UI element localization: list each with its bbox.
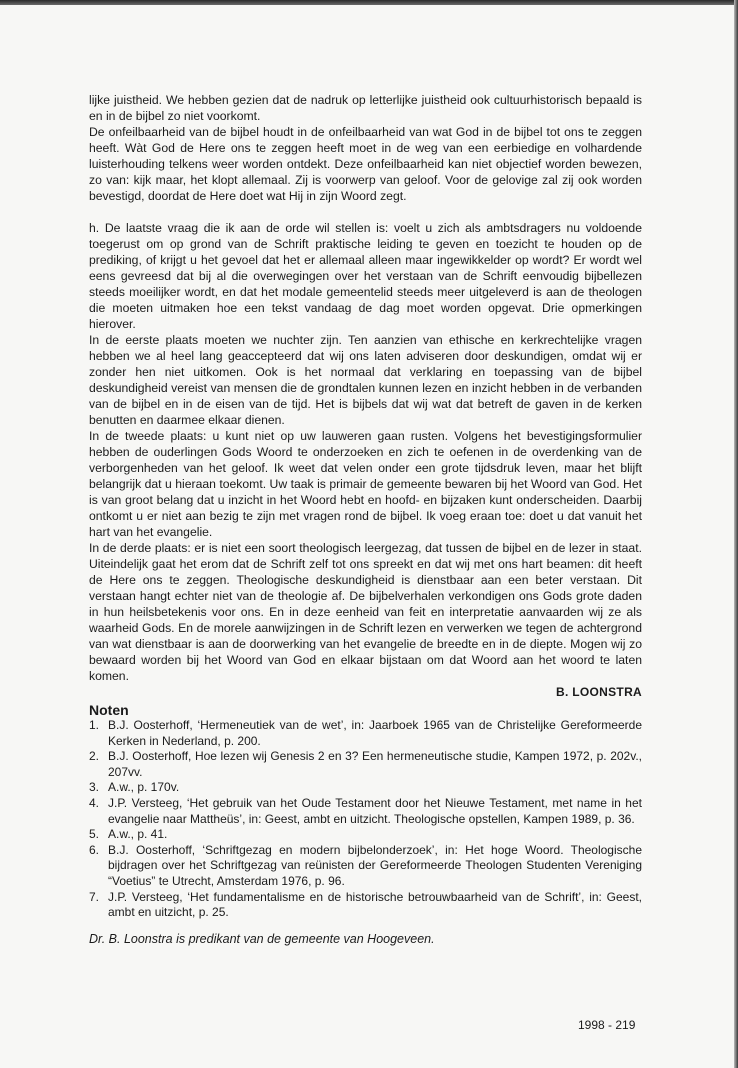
article-body: [89, 92, 642, 947]
note-number: 4.: [89, 795, 100, 810]
paragraph-1: lijke juistheid. We hebben gezien dat de nadruk op letterlijke juistheid ook cultuurhistorisch bepaald is en in de bijbel zo niet voorkomt.: [89, 93, 642, 123]
note-number: 6.: [89, 842, 100, 857]
notes-list: [89, 718, 642, 921]
note-text: B.J. Oosterhoff, Hoe lezen wij Genesis 2 en 3? Een hermeneutische studie, Kampen 1972, p. 202v., 207vv.: [108, 749, 642, 779]
note-item: [89, 796, 642, 827]
note-text: J.P. Versteeg, ‘Het fundamentalisme en de historische betrouwbaarheid van de Schrift’, in: Geest, ambt en uitzicht, p. 25.: [108, 889, 642, 920]
note-number: 1.: [89, 718, 100, 732]
note-text: A.w., p. 170v.: [108, 780, 180, 795]
note-number: 2.: [89, 749, 100, 764]
notes-heading: Noten: [89, 702, 129, 718]
note-text: J.P. Versteeg, ‘Het gebruik van het Oude Testament door het Nieuwe Testament, met name in het evangelie naar Mattheüs’, in: Geest, ambt en uitzicht. Theologische opstellen, Kampen 1989, p. 36.: [108, 795, 642, 826]
note-item: [89, 718, 642, 749]
author-bio: Dr. B. Loonstra is predikant van de gemeente van Hoogeveen.: [89, 931, 435, 946]
note-number: 7.: [89, 889, 100, 904]
paragraph-3: h. De laatste vraag die ik aan de orde wil stellen is: voelt u zich als ambtsdragers nu voldoende toegerust om op grond van de Schrift praktische leiding te geven en toezicht te houden op de prediking, of krijgt u het gevoel dat het er allemaal alleen maar ingewikkelder op wordt? Er wordt wel eens gevreesd dat bij al die overwegingen over het verstaan van de Schrift eenvoudig bijbellezen steeds moeilijker wordt, en dat het modale gemeentelid steeds meer uitgeleverd is aan de theologen die moeten uitmaken hoe een tekst vandaag de dag moet worden opgevat. Drie opmerkingen hierover.: [89, 221, 642, 331]
note-text: B.J. Oosterhoff, ‘Hermeneutiek van de wet’, in: Jaarboek 1965 van de Christelijke Gereformeerde Kerken in Nederland, p. 200.: [108, 718, 642, 748]
paragraph-6: In de derde plaats: er is niet een soort theologisch leergezag, dat tussen de bijbel en de lezer in staat. Uiteindelijk gaat het erom dat de Schrift zelf tot ons spreekt en dat wij met ons hart beamen: dit heeft de Here ons te zeggen. Theologische deskundigheid is dienstbaar aan een beter verstaan. Dit verstaan hangt echter niet van de theologie af. De bijbelverhalen verkondigen ons Gods grote daden in hun heilsbetekenis voor ons. En in deze eenheid van feit en interpretatie aanvaarden wij ze als waarheid Gods. En de morele aanwijzingen in de Schrift lezen en verwerken we tegen de achtergrond van wat dienstbaar is aan de doorwerking van het evangelie de breedte en in de diepte. Mogen wij zo bewaard worden bij het Woord van God en elkaar bijstaan om dat Woord aan het woord te laten komen.: [89, 541, 642, 683]
note-number: 3.: [89, 780, 100, 795]
note-text: A.w., p. 41.: [108, 827, 168, 842]
note-item: [89, 827, 642, 843]
note-text: B.J. Oosterhoff, ‘Schriftgezag en modern bijbelonderzoek’, in: Het hoge Woord. Theologische bijdragen over het Schriftgezag van reünisten der Gereformeerde Theologen Studenten Vereniging “Voetius” te Utrecht, Amsterdam 1976, p. 96.: [108, 842, 642, 888]
author-signature: B. LOONSTRA: [556, 685, 642, 699]
page-number: 1998 - 219: [578, 1018, 636, 1032]
note-item: [89, 843, 642, 890]
paragraph-5: In de tweede plaats: u kunt niet op uw lauweren gaan rusten. Volgens het bevestigingsformulier hebben de ouderlingen Gods Woord te onderzoeken en zich te oefenen in de overdenking van de verborgenheden van het geloof. Ik weet dat velen onder een grote tijdsdruk leven, maar het blijft belangrijk dat u hieraan toekomt. Uw taak is primair de gemeente bewaren bij het Woord van God. Het is van groot belang dat u inzicht in het Woord hebt en hoofd- en bijzaken kunt onderscheiden. Daarbij ontkomt u er niet aan bezig te zijn met vragen rond de bijbel. Ik voeg eraan toe: doet u dat vanuit het hart van het evangelie.: [89, 429, 642, 539]
paragraph-2: De onfeilbaarheid van de bijbel houdt in de onfeilbaarheid van wat God in de bijbel tot ons te zeggen heeft. Wàt God de Here ons te zeggen heeft moet in de weg van een eerbiedige en volhardende luisterhouding telkens weer worden ontdekt. Deze onfeilbaarheid kan niet objectief worden bewezen, zo van: kijk maar, het klopt allemaal. Zij is voorwerp van geloof. Voor de gelovige zal zij ook worden bevestigd, doordat de Here doet wat Hij in zijn Woord zegt.: [89, 125, 642, 203]
note-item: [89, 890, 642, 921]
note-item: [89, 780, 642, 796]
paragraph-4: In de eerste plaats moeten we nuchter zijn. Ten aanzien van ethische en kerkrechtelijke vragen hebben we al heel lang geaccepteerd dat wij ons laten adviseren door deskundigen, omdat wij er zonder hen niet uitkomen. Ook is het normaal dat verklaring en toepassing van de bijbel deskundigheid vereist van mensen die de grondtalen kunnen lezen en inzicht hebben in de verbanden van de bijbel en in de eisen van de tijd. Het is bijbels dat wij wat dat betreft de gaven in de kerken benutten en daarmee elkaar dienen.: [89, 333, 642, 427]
note-item: [89, 749, 642, 780]
note-number: 5.: [89, 827, 100, 842]
